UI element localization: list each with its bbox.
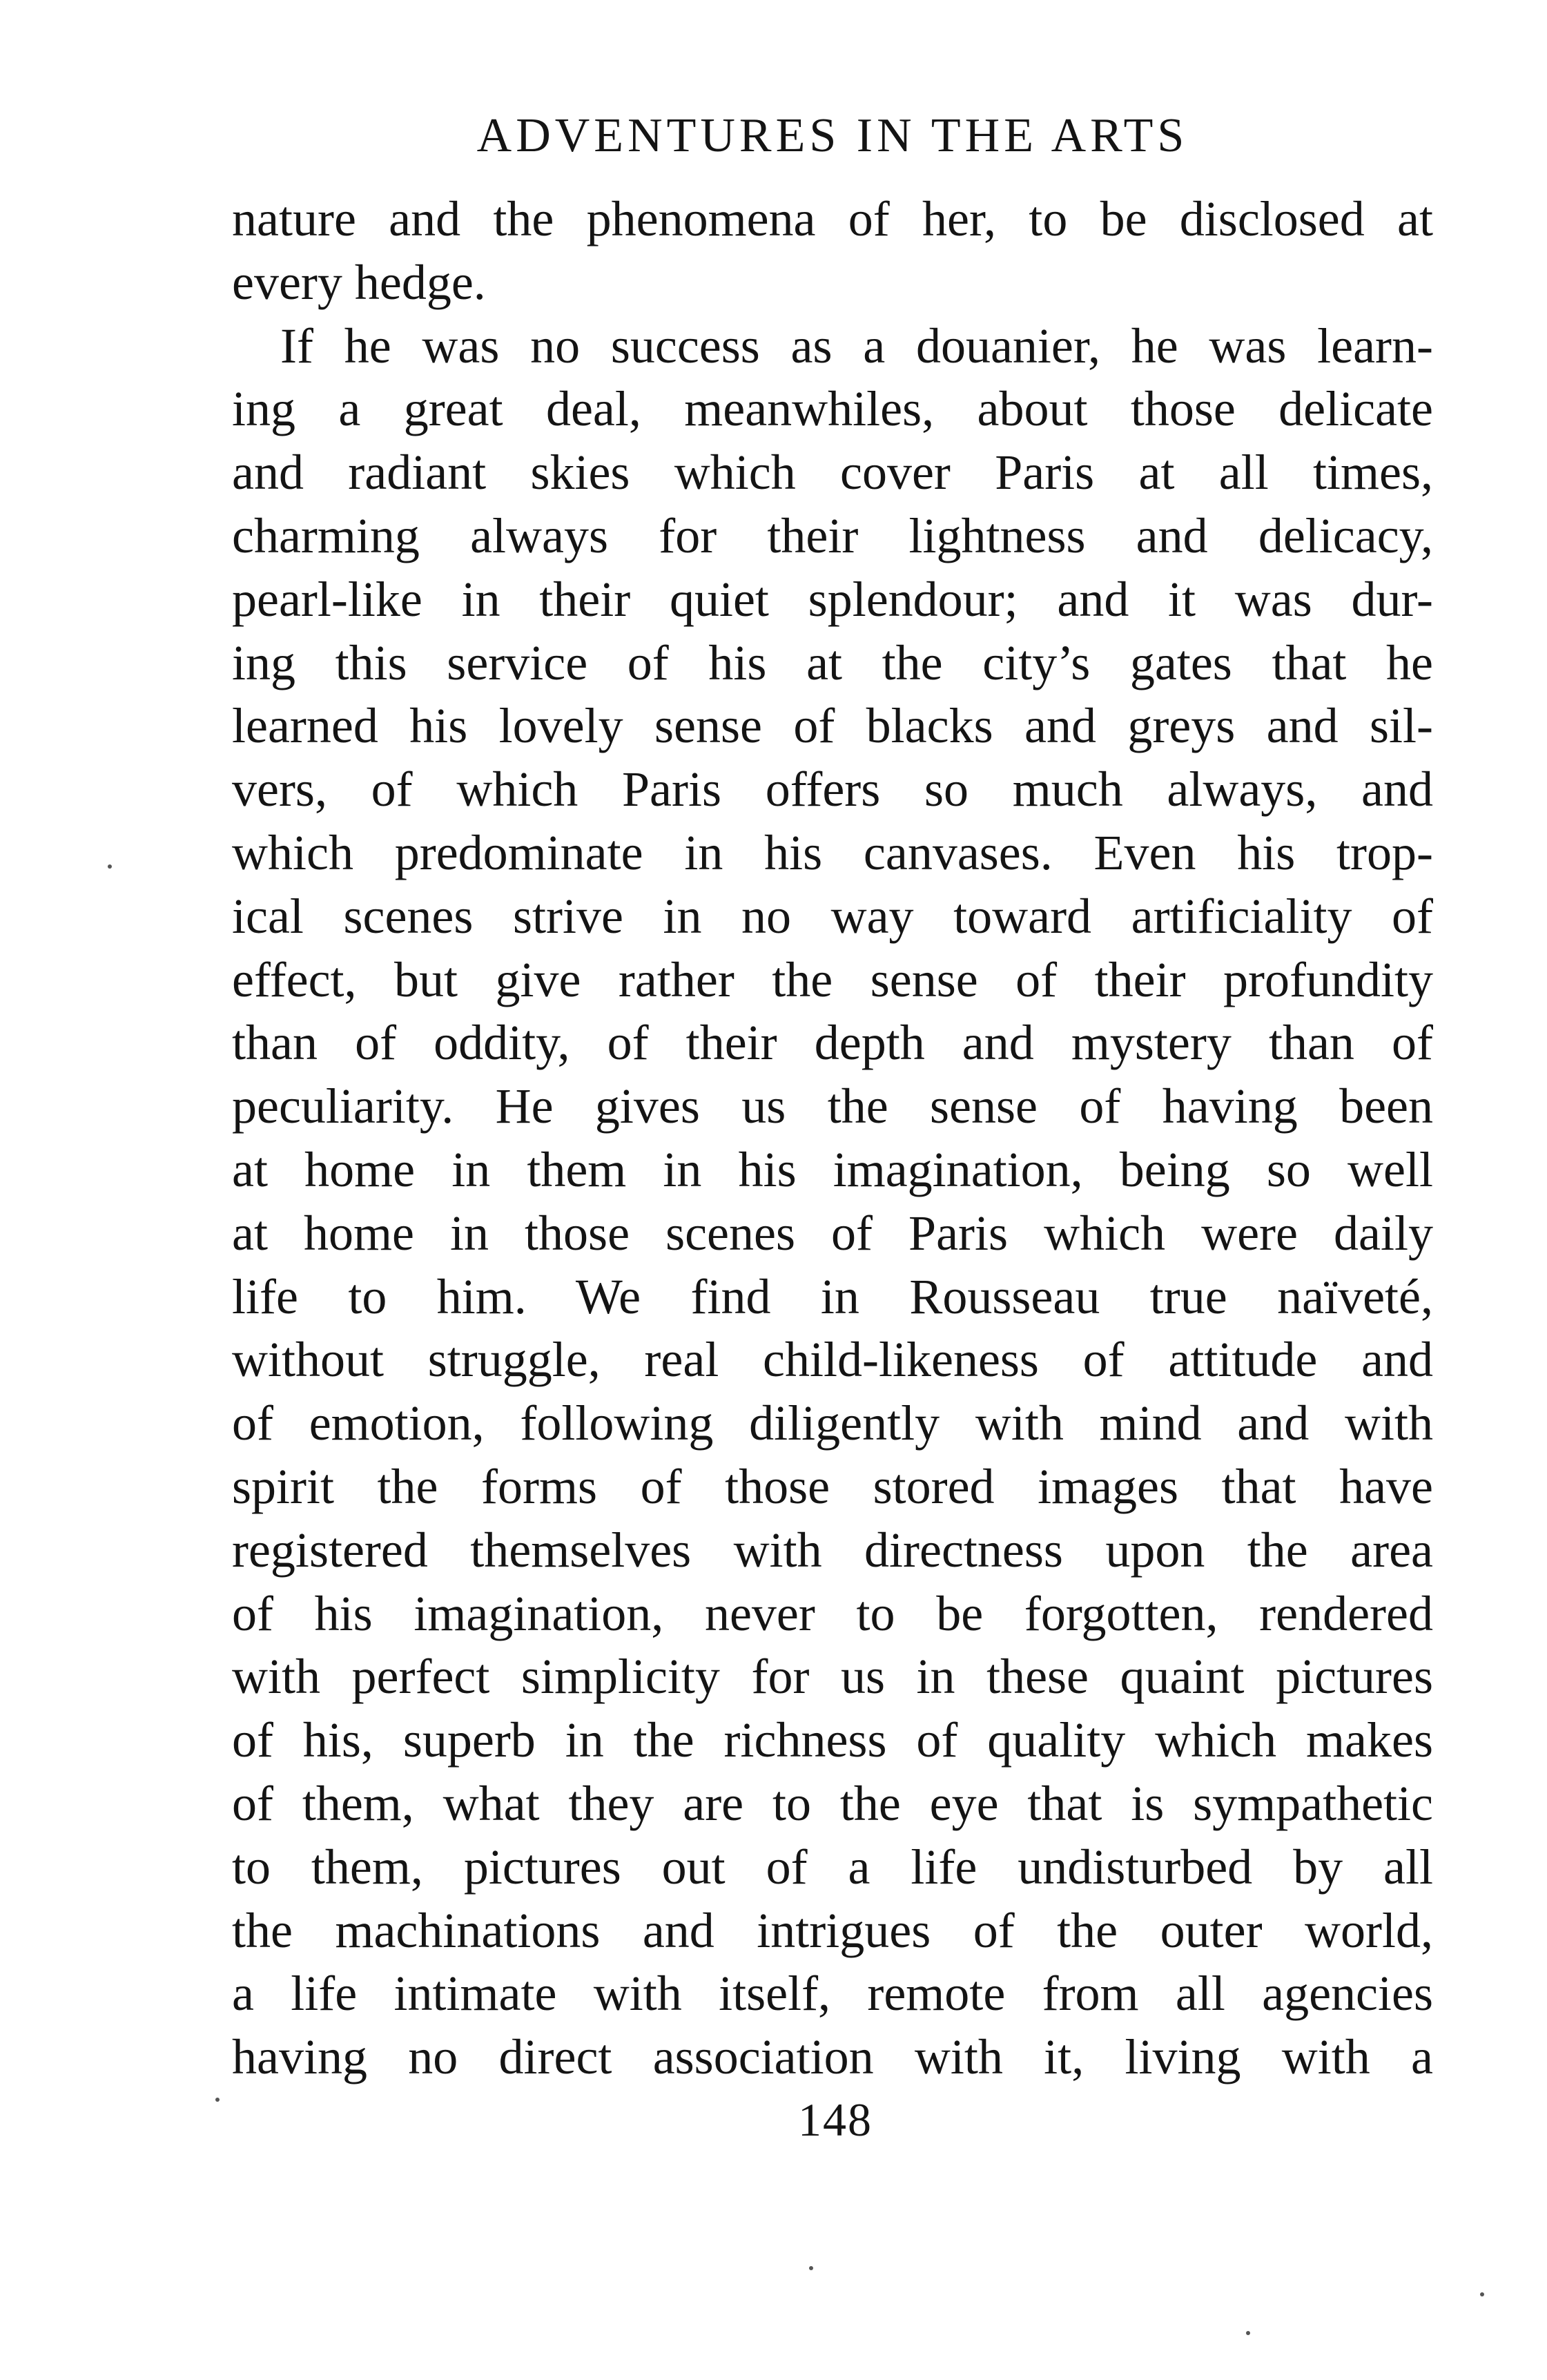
text-line: of his, superb in the richness of quality which makes: [232, 1712, 1433, 1768]
text-line: charming always for their lightness and delicacy,: [232, 507, 1433, 563]
text-line: of them, what they are to the eye that is sympathetic: [232, 1775, 1433, 1831]
text-line: nature and the phenomena of her, to be disclosed at: [232, 191, 1433, 246]
text-line: without struggle, real child-likeness of attitude and: [232, 1332, 1433, 1388]
text-line: with perfect simplicity for us in these quaint pictures: [232, 1649, 1433, 1705]
text-line: pearl-like in their quiet splendour; and it was dur-: [232, 571, 1433, 627]
text-line: the machinations and intrigues of the outer world,: [232, 1902, 1433, 1958]
page-number: 148: [798, 2093, 873, 2146]
text-line: If he was no success as a douanier, he was learn-: [280, 318, 1433, 374]
text-line: learned his lovely sense of blacks and greys and sil-: [232, 698, 1433, 754]
text-line: effect, but give rather the sense of their profundity: [232, 951, 1433, 1007]
text-line: at home in them in his imagination, being so well: [232, 1141, 1433, 1197]
text-line: every hedge.: [232, 254, 486, 310]
scan-speck: [809, 2266, 813, 2270]
text-line: having no direct association with it, living with a: [232, 2029, 1433, 2085]
running-head: ADVENTURES IN THE ARTS: [476, 109, 1189, 162]
text-line: than of oddity, of their depth and mystery than of: [232, 1015, 1433, 1071]
text-line: peculiarity. He gives us the sense of having been: [232, 1078, 1433, 1134]
text-line: a life intimate with itself, remote from all agencies: [232, 1966, 1433, 2022]
text-line: ing this service of his at the city’s gates that he: [232, 635, 1433, 690]
text-line: life to him. We find in Rousseau true naïveté,: [232, 1268, 1433, 1324]
scan-speck: [1480, 2292, 1484, 2296]
text-line: vers, of which Paris offers so much always, and: [232, 762, 1433, 817]
text-line: ing a great deal, meanwhiles, about those delicate: [232, 381, 1433, 437]
scan-speck: [1246, 2331, 1250, 2335]
text-line: ical scenes strive in no way toward artificiality of: [232, 888, 1433, 944]
scan-speck: [215, 2098, 220, 2102]
text-line: registered themselves with directness upon the area: [232, 1522, 1433, 1578]
text-line: of emotion, following diligently with mind and with: [232, 1395, 1433, 1451]
text-line: to them, pictures out of a life undisturbed by all: [232, 1839, 1433, 1895]
text-line: spirit the forms of those stored images that have: [232, 1458, 1433, 1514]
body-text: [232, 188, 1433, 2089]
text-line: of his imagination, never to be forgotten, rendered: [232, 1585, 1433, 1641]
text-line: which predominate in his canvases. Even his trop-: [232, 824, 1433, 880]
scan-speck: [108, 864, 112, 869]
text-line: and radiant skies which cover Paris at all times,: [232, 445, 1433, 501]
text-line: at home in those scenes of Paris which were daily: [232, 1205, 1433, 1261]
